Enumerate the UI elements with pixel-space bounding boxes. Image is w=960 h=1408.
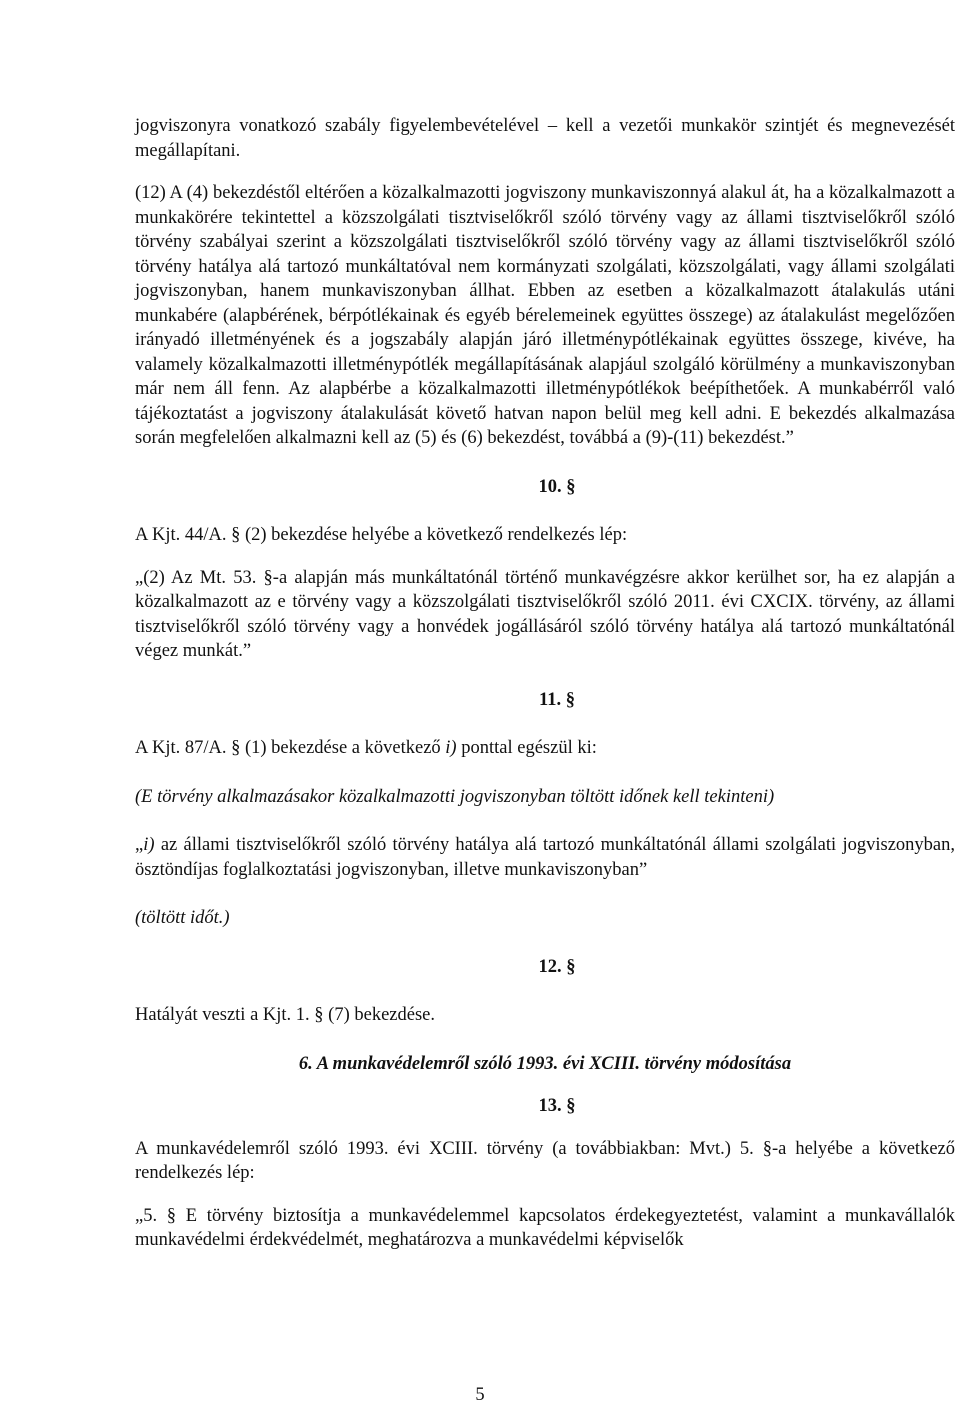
text-run: „: [135, 835, 144, 855]
paragraph-italic-context: (E törvény alkalmazásakor közalkalmazotti jogviszonyban töltött időnek kell tekinteni): [135, 786, 775, 807]
text-run: A Kjt. 87/A. § (1) bekezdése a következő: [135, 738, 446, 758]
page-number: 5: [475, 1385, 485, 1405]
italic-point-ref: i): [445, 738, 457, 758]
paragraph-quoted-i: [135, 833, 955, 882]
text-run: ponttal egészül ki:: [456, 738, 597, 758]
chapter-heading: 6. A munkavédelemről szóló 1993. évi XCIII. törvény módosítása: [298, 1053, 792, 1074]
paragraph-kjt-44a: A Kjt. 44/A. § (2) bekezdése helyébe a következő rendelkezés lép:: [135, 525, 628, 545]
paragraph-repeal: Hatályát veszti a Kjt. 1. § (7) bekezdése.: [135, 1005, 435, 1025]
document-body: [135, 114, 955, 1253]
section-heading-11: 11. §: [539, 689, 575, 710]
paragraph-quoted-5: „5. § E törvény biztosítja a munkavédelemmel kapcsolatos érdekegyeztetést, valamint a munkavállalók munkavédelmi érdekvédelmét, meghatározva a munkavédelmi képviselők: [135, 1205, 955, 1250]
paragraph-continuation: jogviszonyra vonatkozó szabály figyelembevételével – kell a vezetői munkakör szintjét és megnevezését megállapítani.: [135, 116, 955, 161]
section-heading-12: 12. §: [538, 956, 576, 977]
paragraph-italic-closing: (töltött időt.): [135, 908, 230, 928]
text-run: az állami tisztviselőkről szóló törvény hatálya alá tartozó munkáltatónál állami szolgálati jogviszonyban, ösztöndíjas foglalkoztatási jogviszonyban, illetve munkaviszonyban”: [135, 835, 955, 880]
section-heading-10: 10. §: [538, 476, 576, 497]
section-heading-13: 13. §: [538, 1096, 576, 1116]
paragraph-mvt: A munkavédelemről szóló 1993. évi XCIII. törvény (a továbbiakban: Mvt.) 5. §-a helyébe a következő rendelkezés lép:: [135, 1138, 955, 1183]
italic-point-ref: i): [143, 835, 155, 855]
paragraph-quoted-2: „(2) Az Mt. 53. §-a alapján más munkáltatónál történő munkavégzésre akkor kerülhet sor, ha ez alapján a közalkalmazott az e törvény vagy a közszolgálati tisztviselőkről szóló 2011. évi CXCIX. törvény, az állami tisztviselőkről szóló törvény vagy a honvédek jogállásáról szóló törvény hatálya alá tartozó munkáltatónál végez munkát.”: [135, 567, 955, 661]
paragraph-12: (12) A (4) bekezdéstől eltérően a közalkalmazotti jogviszony munkaviszonnyá alakul át, ha a közalkalmazott a munkakörére tekintettel a közszolgálati tisztviselőkről szóló törvény vagy az állami tisztviselőkről szóló törvény szabályai szerint a közszolgálati tisztviselőkről szóló törvény vagy az állami tisztviselőkről szóló törvény hatálya alá tartozó munkáltatóval nem kormányzati szolgálati, közszolgálati, vagy állami szolgálati jogviszonyban, hanem munkaviszonyban állhat. Ebben az esetben a közalkalmazott átalakulás utáni munkabére (alapbérének, bérpótlékainak és egyéb bérelemeinek együttes összege) az átalakulást megelőzően irányadó illetményének és a jogszabály alapján járó illetménypótlékainak együttes összege, kivéve, ha valamely közalkalmazotti illetménypótlék megállapításának alapjául szolgáló körülmény a munkaviszonyban már nem áll fenn. Az alapbérbe a közalkalmazotti illetménypótlékok beépíthetőek. A munkabérről való tájékoztatást a jogviszony átalakulását követő hatvan napon belül meg kell adni. E bekezdés alkalmazása során megfelelően alkalmazni kell az (5) és (6) bekezdést, továbbá a (9)-(11) bekezdést.”: [135, 183, 955, 448]
paragraph-kjt-87a: [135, 736, 955, 761]
